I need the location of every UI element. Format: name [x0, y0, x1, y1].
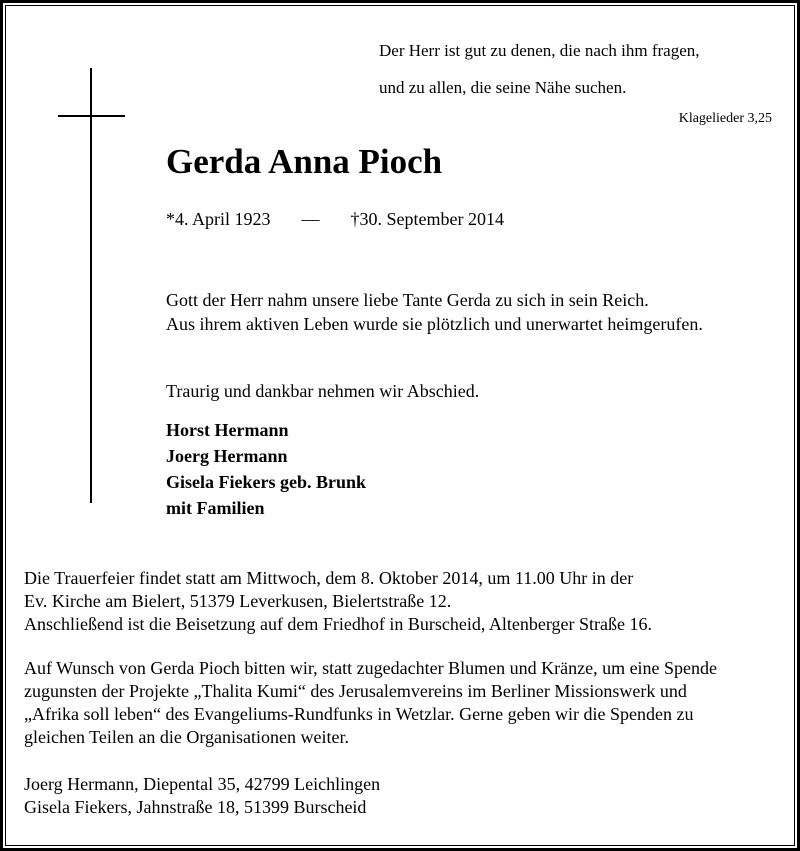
funeral-line: Anschließend ist die Beisetzung auf dem Friedhof in Burscheid, Altenberger Straße 16. [24, 614, 653, 634]
verse-line-1: Der Herr ist gut zu denen, die nach ihm fragen, [379, 41, 700, 60]
donation-line: Auf Wunsch von Gerda Pioch bitten wir, statt zugedachter Blumen und Kränze, um eine Spende [24, 658, 718, 678]
dates-dash: — [301, 209, 320, 229]
mourner-name: mit Familien [166, 498, 265, 518]
cross-horizontal-bar [58, 115, 125, 117]
cross-vertical-bar [90, 68, 92, 503]
funeral-line: Die Trauerfeier findet statt am Mittwoch, dem 8. Oktober 2014, um 11.00 Uhr in der [24, 568, 634, 588]
message-line-2: Aus ihrem aktiven Leben wurde sie plötzlich und unerwartet heimgerufen. [166, 314, 703, 334]
mourner-name: Gisela Fiekers geb. Brunk [166, 472, 367, 492]
funeral-line: Ev. Kirche am Bielert, 51379 Leverkusen, Bielertstraße 12. [24, 591, 452, 611]
birth-date: *4. April 1923 [166, 209, 271, 229]
mourner-name: Joerg Hermann [166, 446, 288, 466]
farewell-text: Traurig und dankbar nehmen wir Abschied. [166, 381, 480, 401]
contact-addresses [24, 773, 380, 819]
verse-reference: Klagelieder 3,25 [678, 111, 772, 126]
funeral-info [24, 567, 652, 636]
address-line: Joerg Hermann, Diepental 35, 42799 Leichlingen [24, 774, 381, 794]
mourners-list [166, 417, 366, 521]
donation-line: „Afrika soll leben“ des Evangeliums-Rundfunks in Wetzlar. Gerne geben wir die Spenden zu [24, 704, 694, 724]
address-line: Gisela Fiekers, Jahnstraße 18, 51399 Burscheid [24, 797, 367, 817]
donation-line: zugunsten der Projekte „Thalita Kumi“ des Jerusalemvereins im Berliner Missionswerk und [24, 681, 687, 701]
verse-line-2: und zu allen, die seine Nähe suchen. [379, 78, 627, 97]
mourner-name: Horst Hermann [166, 420, 289, 440]
deceased-name: Gerda Anna Pioch [166, 142, 443, 181]
life-dates [166, 207, 504, 231]
message-line-1: Gott der Herr nahm unsere liebe Tante Gerda zu sich in sein Reich. [166, 290, 649, 310]
donation-line: gleichen Teilen an die Organisationen weiter. [24, 727, 349, 747]
donation-info [24, 657, 717, 749]
death-date: †30. September 2014 [350, 209, 504, 229]
